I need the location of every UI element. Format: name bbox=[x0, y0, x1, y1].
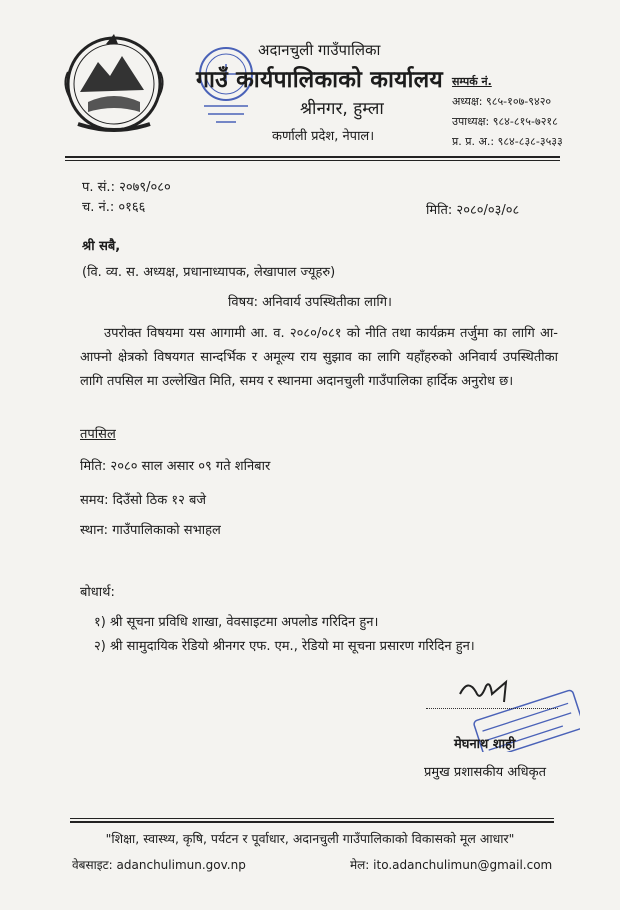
signatory-name: मेघनाथ शाही bbox=[454, 737, 516, 752]
contact-line: उपाध्यक्ष: ९८४-८१५-७२१८ bbox=[452, 115, 558, 128]
detail-date: मिति: २०८० साल असार ०९ गते शनिबार bbox=[80, 459, 271, 474]
letter-subject: विषय: अनिवार्य उपस्थितीका लागि। bbox=[228, 295, 392, 310]
recipient-detail: (वि. व्य. स. अध्यक्ष, प्रधानाध्यापक, लेखापाल ज्यूहरु) bbox=[82, 265, 336, 280]
municipality-name: अदानचुली गाउँपालिका bbox=[258, 41, 381, 59]
tapasil-heading: तपसिल bbox=[80, 427, 116, 442]
footer-slogan: "शिक्षा, स्वास्थ्य, कृषि, पर्यटन र पूर्वाधार, अदानचुली गाउँपालिकाको विकासको मूल आधार" bbox=[105, 831, 515, 846]
footer-divider-thick bbox=[70, 821, 554, 823]
cc-item: २) श्री सामुदायिक रेडियो श्रीनगर एफ. एम., रेडियो मा सूचना प्रसारण गरिदिन हुन। bbox=[94, 639, 475, 654]
detail-venue: स्थान: गाउँपालिकाको सभाहल bbox=[80, 523, 221, 538]
signatory-title: प्रमुख प्रशासकीय अधिकृत bbox=[424, 765, 547, 780]
office-name: गाउँ कार्यपालिकाको कार्यालय bbox=[196, 67, 443, 93]
recipient-line: श्री सबै, bbox=[82, 239, 121, 254]
recipient-block bbox=[82, 234, 335, 286]
nepal-emblem-logo bbox=[58, 32, 170, 138]
dispatch-number: च. नं.: ०१६६ bbox=[82, 200, 146, 215]
cc-item: १) श्री सूचना प्रविधि शाखा, वेवसाइटमा अपलोड गरिदिन हुन। bbox=[94, 615, 379, 630]
header-divider bbox=[65, 156, 560, 158]
office-location: श्रीनगर, हुम्ला bbox=[300, 99, 384, 119]
footer-website: वेबसाइट: adanchulimun.gov.np bbox=[72, 858, 246, 872]
footer-email: मेल: ito.adanchulimun@gmail.com bbox=[350, 858, 553, 872]
header-divider-thin bbox=[65, 160, 560, 161]
contact-title: सम्पर्क नं. bbox=[452, 75, 492, 88]
footer-divider bbox=[70, 818, 554, 819]
contact-line: अध्यक्ष: ९८५-१०७-९४२० bbox=[452, 95, 552, 108]
signature-line bbox=[426, 708, 558, 709]
reference-number: प. सं.: २०७९/०८० bbox=[82, 180, 171, 195]
detail-time: समय: दिउँसो ठिक १२ बजे bbox=[80, 493, 207, 508]
contact-line: प्र. प्र. अ.: ९८४-८३८-३५३३ bbox=[452, 135, 563, 148]
cc-heading: बोधार्थ: bbox=[80, 585, 115, 600]
letter-body: उपरोक्त विषयमा यस आगामी आ. व. २०८०/०८१ को नीति तथा कार्यक्रम तर्जुमा का लागि आ-आफ्नो क्षेत्रको विषयगत सान्दर्भिक र अमूल्य राय सुझाव का लागि यहाँहरुको अनिवार्य उपस्थितीका लागि तपसिल मा उल्लेखित मिति, समय र स्थानमा अदानचुली गाउँपालिका हार्दिक अनुरोध छ। bbox=[80, 326, 558, 389]
office-province: कर्णाली प्रदेश, नेपाल। bbox=[272, 129, 375, 144]
reference-block bbox=[82, 178, 171, 218]
letter-date: मिति: २०८०/०३/०८ bbox=[426, 203, 520, 218]
contact-block bbox=[452, 72, 563, 152]
